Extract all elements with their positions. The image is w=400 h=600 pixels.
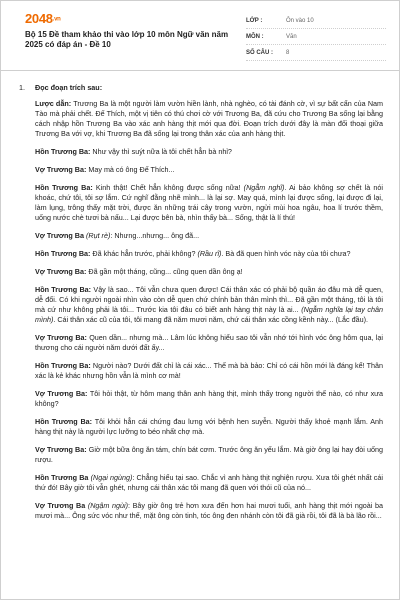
meta-value: Ôn vào 10 bbox=[286, 17, 314, 24]
speaker-label: Vợ Trương Ba bbox=[35, 501, 86, 510]
speaker-label: Hồn Trương Ba: bbox=[35, 417, 93, 426]
passage-paragraph bbox=[35, 445, 383, 465]
meta-value: Văn bbox=[286, 33, 297, 40]
dialogue-text-continued: : Bây giờ ông trẻ hơn xưa đến hơn hai mươi tuổi, anh hàng thịt mới ngoài ba mươi mà... Ông sức vóc như thế, mặt ông còn tinh, tóc ông đen nhánh còn tôi đã già rồi, tôi đã là bà lão rồi... bbox=[35, 501, 384, 520]
dialogue-text: Người nào? Dưới đất chỉ là cái xác... Thế mà bà bảo: Chỉ có cái hồn mới là đáng kể! Thân xác là kẻ khác nhưng hồn vẫn là mình cơ mà! bbox=[35, 361, 384, 380]
document-meta bbox=[246, 13, 386, 61]
dialogue-text: Trương Ba là một người làm vườn hiền lành, nhà nghèo, có tài đánh cờ, vì sự bất cẩn của Nam Tào mà phải chết. Đế Thích, một vị tiên có thú chơi cờ với Trương Ba, đã cứu cho Trương Ba sống lại bằng cách nhập hồn Trương Ba vào xác anh hàng thịt mới qua đời. Đoạn trích dưới đây là màn đối thoại giữa Trương Ba với vợ, khi Trương Ba đã sống lại trong thân xác của anh hàng thịt. bbox=[35, 99, 383, 138]
meta-row-class bbox=[246, 13, 386, 29]
passage-paragraph bbox=[35, 417, 383, 437]
dialogue-text-continued: . Bà đã quen hình vóc này của tôi chưa? bbox=[221, 249, 351, 258]
speaker-label: Hồn Trương Ba: bbox=[35, 249, 91, 258]
passage-paragraph bbox=[35, 473, 383, 493]
speaker-label: Hồn Trương Ba: bbox=[35, 183, 93, 192]
stage-direction: (Ngẫm nghĩa lại tay chân mình) bbox=[35, 305, 383, 324]
speaker-label: Hồn Trương Ba: bbox=[35, 147, 91, 156]
passage-paragraph bbox=[35, 501, 383, 521]
speaker-label: Hồn Trương Ba bbox=[35, 473, 89, 482]
speaker-label: Vợ Trương Ba: bbox=[35, 333, 87, 342]
meta-key: MÔN : bbox=[246, 33, 264, 40]
stage-direction: (Ngẫm nghĩ) bbox=[243, 183, 285, 192]
meta-key: SỐ CÂU : bbox=[246, 49, 273, 56]
logo-suffix: .vn bbox=[52, 16, 61, 23]
dialogue-text: Như vậy thì suýt nữa là tôi chết hẳn bà nhỉ? bbox=[90, 147, 232, 156]
passage-paragraph bbox=[35, 183, 383, 223]
speaker-label: Vợ Trương Ba: bbox=[35, 389, 88, 398]
dialogue-text: Kinh thật! Chết hẳn không được sống nữa! bbox=[92, 183, 244, 192]
meta-row-subject bbox=[246, 29, 386, 45]
logo-text: 2048 bbox=[25, 11, 53, 26]
speaker-label: Hồn Trương Ba: bbox=[35, 285, 92, 294]
passage-paragraph bbox=[35, 389, 383, 409]
dialogue-text: Tôi khỏi hẳn cái chứng đau lưng với bệnh hen suyễn. Người thấy khoẻ mạnh lắm. Anh hàng thịt này là người lực lưỡng to béo nhất chợ mà. bbox=[35, 417, 384, 436]
stage-direction: (Rầu rĩ) bbox=[197, 249, 222, 258]
question-content bbox=[19, 83, 383, 529]
dialogue-text-continued: : Nhưng...nhưng... ông đã... bbox=[110, 231, 200, 240]
document-header bbox=[1, 1, 400, 71]
passage-paragraph bbox=[35, 249, 383, 259]
speaker-label: Vợ Trương Ba: bbox=[35, 445, 87, 454]
dialogue-text-continued: : Chẳng hiểu tại sao. Chắc vì anh hàng thịt nghiện rượu. Xưa tôi ghét nhất cái thứ đó! Bây giờ tôi vẫn ghét, nhưng cái thân xác tôi mang đã quen với thói cũ của nó... bbox=[35, 473, 383, 492]
stage-direction: (Ngại ngùng) bbox=[90, 473, 133, 482]
question-header bbox=[19, 83, 383, 93]
document-title: Bộ 15 Đề tham khảo thi vào lớp 10 môn Ngữ văn năm 2025 có đáp án - Đề 10 bbox=[25, 30, 229, 49]
site-logo[interactable] bbox=[25, 11, 61, 26]
passage-paragraph bbox=[35, 361, 383, 381]
passage-paragraph bbox=[35, 333, 383, 353]
dialogue-text: Giờ một bữa ông ăn tám, chín bát cơm. Trước ông ăn yếu lắm. Mà giờ ông lại hay đòi uống rượu. bbox=[35, 445, 383, 464]
speaker-label: Vợ Trương Ba bbox=[35, 231, 84, 240]
speaker-label: Hồn Trương Ba: bbox=[35, 361, 91, 370]
stage-direction: (Ngậm ngùi) bbox=[87, 501, 128, 510]
stage-direction: (Rụt rè) bbox=[85, 231, 111, 240]
passage bbox=[19, 99, 383, 521]
dialogue-text: Đã khác hẳn trước, phải không? bbox=[90, 249, 198, 258]
dialogue-text: Đã gần một tháng, cũng... cũng quen dần ông ạ! bbox=[86, 267, 243, 276]
dialogue-text: Tôi hỏi thật, từ hôm mang thân anh hàng thịt, mình thấy trong người thế nào, có như xưa không? bbox=[35, 389, 383, 408]
dialogue-text: Quen dần... nhưng mà... Lâm lúc không hiểu sao tôi vẫn nhớ tới hình vóc ông hôm qua, lại thương cho cái người năm dưới đất ấy... bbox=[35, 333, 383, 352]
dialogue-text: May mà có ông Đế Thích... bbox=[86, 165, 175, 174]
passage-paragraph bbox=[35, 165, 383, 175]
question-title: Đọc đoạn trích sau: bbox=[35, 83, 103, 92]
passage-paragraph bbox=[35, 99, 383, 139]
dialogue-text: Vậy là sao... Tôi vẫn chưa quen được! Cái thân xác có phải bộ quần áo đâu mà dễ quen, dễ đổi. Có khi người ngoài nhìn vào còn dễ quen chứ chính bản thân mình thì... Đã gần một tháng, tôi là tôi mà cứ như không phải là tôi... Trước kia tôi đâu có biết anh hàng thịt này là ai... bbox=[35, 285, 383, 314]
dialogue-text-continued: . Ai bảo không sợ chết là nói khoác, chứ tôi, tôi sợ lắm. Cứ nghĩ đằng nhẽ mình... là lại sợ. May quá, mình lại được sống, lại được đi lại, làm lụng, trông thấy mặt trời, được ăn những trái cây trong vườn, ngửi mùi hoa ngâu, hoa lí trước thềm, uống nước chè tươi bà nấu... Lại được bên bà, nhìn thấy bà... Sống, thật là lí thú! bbox=[35, 183, 384, 222]
passage-paragraph bbox=[35, 267, 383, 277]
speaker-label: Lược dẫn: bbox=[35, 99, 72, 108]
meta-row-count bbox=[246, 45, 386, 61]
passage-paragraph bbox=[35, 285, 383, 325]
speaker-label: Vợ Trương Ba: bbox=[35, 267, 87, 276]
meta-value: 8 bbox=[286, 49, 290, 56]
passage-paragraph bbox=[35, 231, 383, 241]
speaker-label: Vợ Trương Ba: bbox=[35, 165, 87, 174]
dialogue-text-continued: . Cái thân xác cũ của tôi, tôi mang đã năm mươi năm, chứ cái thân xác cồng kềnh này... (Lắc đầu). bbox=[53, 315, 369, 324]
question-number: 1. bbox=[19, 83, 25, 92]
passage-paragraph bbox=[35, 147, 383, 157]
meta-key: LỚP : bbox=[246, 17, 263, 24]
